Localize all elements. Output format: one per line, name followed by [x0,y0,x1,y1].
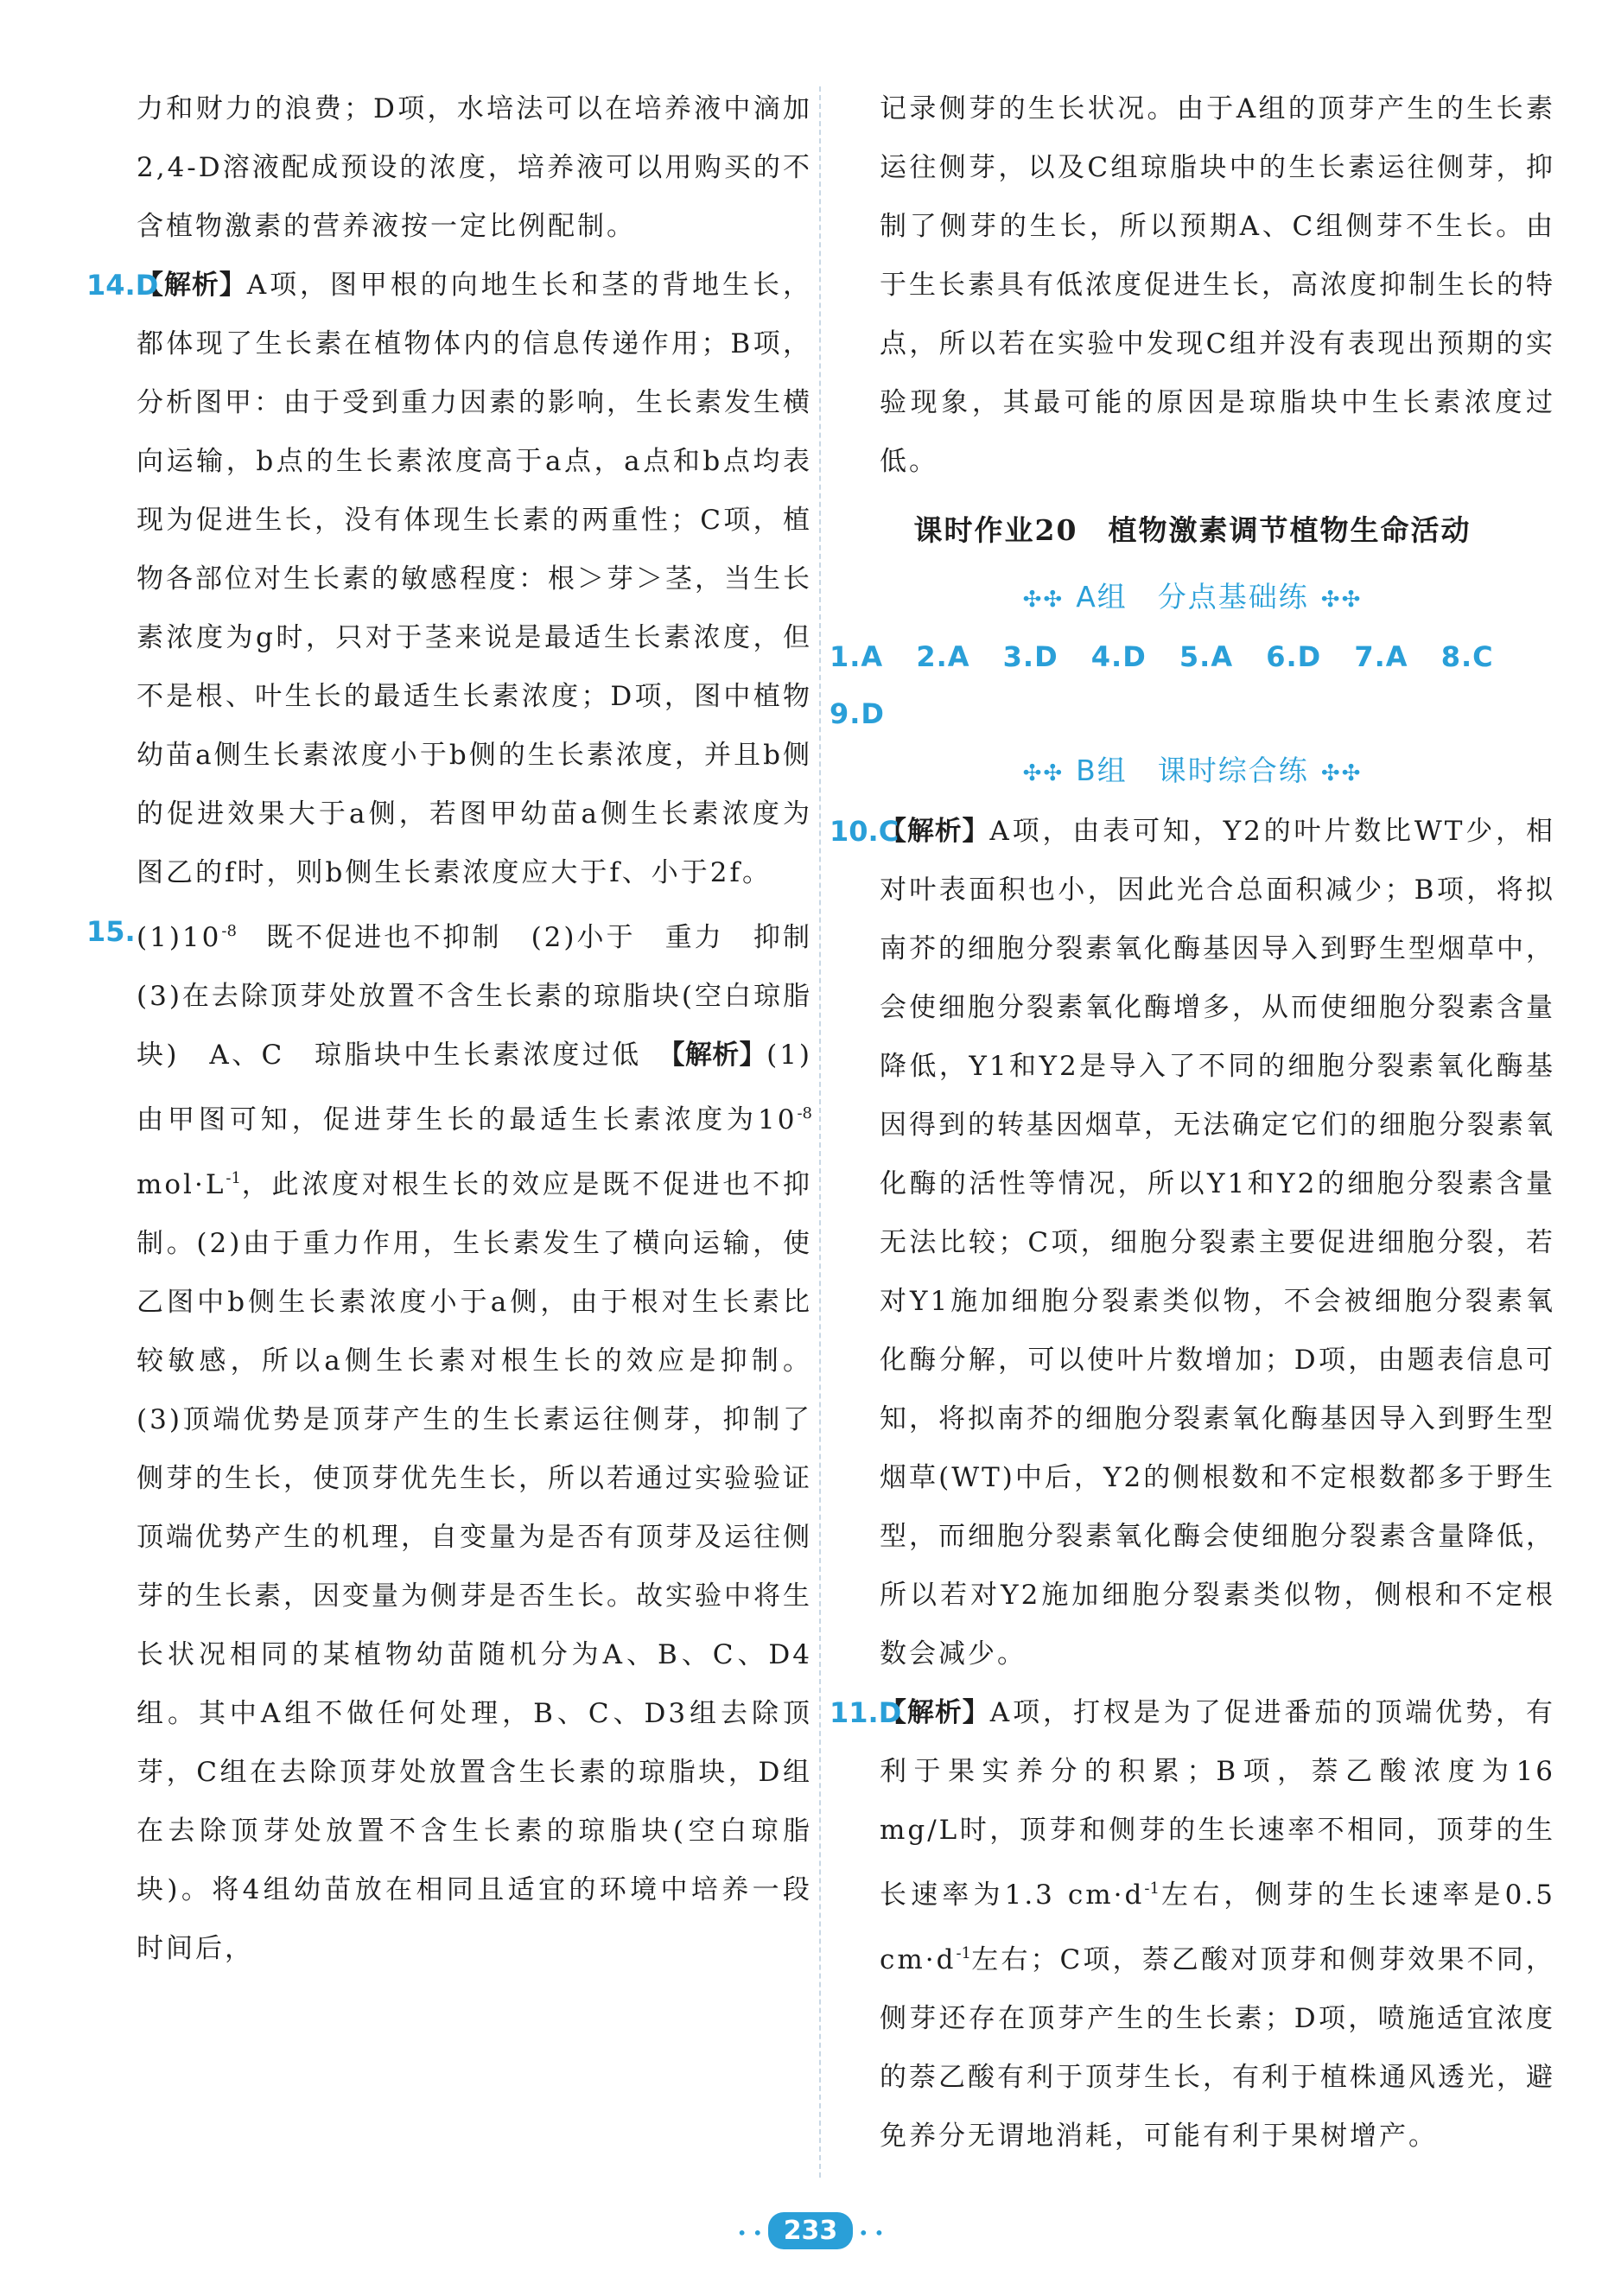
answer-text [86,256,812,902]
page-number: 233 [768,2212,854,2249]
answer-10 [830,802,1555,1683]
column-divider [819,86,821,2178]
analysis-tag: 【解析】 [880,816,990,847]
analysis-text: 左右；C项，萘乙酸对顶芽和侧芽效果不同，侧芽还存在顶芽产生的生长素；D项，喷施适宜浓度的萘乙酸有利于顶芽生长，有利于植株通风透光，避免养分无谓地消耗，可能有利于果树增产。 [880,1944,1555,2152]
group-a-answers-2: 9.D [830,697,885,730]
intro-paragraph: 力和财力的浪费；D项，水培法可以在培养液中滴加2,4-D溶液配成预设的浓度，培养液可以用购买的不含植物激素的营养液按一定比例配制。 [137,93,812,242]
analysis-text: (1)由甲图可知，促进芽生长的最适生长素浓度为10 [137,1040,813,1135]
exponent: -8 [797,1104,812,1123]
analysis-text: ，此浓度对根生长的效应是既不促进也不抑制。(2)由于重力作用，生长素发生了横向运输，使乙图中b侧生长素浓度小于a侧，由于根对生长素比较敏感，所以a侧生长素对根生长的效应是抑制。(3)顶端优势是顶芽产生的生长素运往侧芽，抑制了侧芽的生长，使顶芽优先生长，所以若通过实验验证顶端优势产生的机理，自变量为是否有顶芽及运往侧芽的生长素，因变量为侧芽是否生长。故实验中将生长状况相同的某植物幼苗随机分为A、B、C、D4组。其中A组不做任何处理，B、C、D3组去除顶芽，C组在去除顶芽处放置含生长素的琼脂块，D组在去除顶芽处放置不含生长素的琼脂块(空白琼脂块)。将4组幼苗放在相同且适宜的环境中培养一段时间后， [137,1169,812,1964]
group-a-label: A组 分点基础练 [1076,580,1309,614]
group-b-label: B组 课时综合练 [1076,754,1309,787]
analysis-tag: 【解析】 [671,1040,767,1071]
right-column [830,80,1555,2166]
group-a-answers: 1.A 2.A 3.D 4.D 5.A 6.D 7.A 8.C [830,640,1494,673]
analysis-tag: 【解析】 [880,1697,990,1728]
answer-text [830,1683,1555,2166]
answer-part: (1)10 [137,922,222,953]
answer-11 [830,1683,1555,2166]
decor-dots-icon: • • [858,2223,885,2243]
continued-paragraph: 记录侧芽的生长状况。由于A组的顶芽产生的生长素运往侧芽，以及C组琼脂块中的生长素运往侧芽，抑制了侧芽的生长，所以预期A、C组侧芽不生长。由于生长素具有低浓度促进生长，高浓度抑制生长的特点，所以若在实验中发现C组并没有表现出预期的实验现象，其最可能的原因是琼脂块中生长素浓度过低。 [880,93,1555,477]
decor-dots-icon: ✣✣ [1320,587,1363,613]
answer-text [830,802,1555,1683]
page-footer [0,2212,1621,2249]
exponent: -8 [221,922,237,940]
answer-14 [86,256,812,902]
decor-dots-icon: ✣✣ [1022,760,1065,786]
group-a-title [830,569,1555,628]
answer-part: 既不促进也不抑制 (2)小于 重力 抑制 (3)在去除顶芽处放置不含生长素的琼脂块(空白琼脂块) A、C 琼脂块中生长素浓度过低 [137,922,842,1071]
analysis-text: A项，由表可知，Y2的叶片数比WT少，相对叶表面积也小，因此光合总面积减少；B项，将拟南芥的细胞分裂素氧化酶基因导入到野生型烟草中，会使细胞分裂素氧化酶增多，从而使细胞分裂素含量降低，Y1和Y2是导入了不同的细胞分裂素氧化酶基因得到的转基因烟草，无法确定它们的细胞分裂素氧化酶的活性等情况，所以Y1和Y2的细胞分裂素含量无法比较；C项，细胞分裂素主要促进细胞分裂，若对Y1施加细胞分裂素类似物，不会被细胞分裂素氧化酶分解，可以使叶片数增加；D项，由题表信息可知，将拟南芥的细胞分裂素氧化酶基因导入到野生型烟草(WT)中后，Y2的侧根数和不定根数都多于野生型，而细胞分裂素氧化酶会使细胞分裂素含量降低，所以若对Y2施加细胞分裂素类似物，侧根和不定根数会减少。 [880,816,1555,1670]
answer-15 [86,902,842,1978]
decor-dots-icon: • • [736,2223,763,2243]
answer-number: 15. [86,915,136,948]
answer-number: 11.D [830,1696,902,1729]
decor-dots-icon: ✣✣ [1022,587,1065,613]
decor-dots-icon: ✣✣ [1320,760,1363,786]
answer-number: 14.D [86,269,159,302]
analysis-text: mol·L [137,1169,226,1200]
exponent: -1 [1144,1879,1160,1898]
analysis-text: A项，打杈是为了促进番茄的顶端优势，有利于果实养分的积累；B项，萘乙酸浓度为16 mg/L时，顶芽和侧芽的生长速率不相同，顶芽的生长速率为1.3 cm·d [880,1697,1555,1911]
section-title: 课时作业20 植物激素调节植物生命活动 [913,513,1472,547]
analysis-tag: 【解析】 [137,270,247,301]
left-column [86,80,842,1978]
exponent: -1 [226,1169,241,1187]
analysis-text: A项，图甲根的向地生长和茎的背地生长，都体现了生长素在植物体内的信息传递作用；B项，分析图甲：由于受到重力因素的影响，生长素发生横向运输，b点的生长素浓度高于a点，a点和b点均表现为促进生长，没有体现生长素的两重性；C项，植物各部位对生长素的敏感程度：根＞芽＞茎，当生长素浓度为g时，只对于茎来说是最适生长素浓度，但不是根、叶生长的最适生长素浓度；D项，图中植物幼苗a侧生长素浓度小于b侧的生长素浓度，并且b侧的促进效果大于a侧，若图甲幼苗a侧生长素浓度为图乙的f时，则b侧生长素浓度应大于f、小于2f。 [137,270,812,888]
exponent: -1 [956,1944,972,1962]
answer-number: 10.C [830,815,899,848]
analysis-text: 左右，侧芽的生长速率是0.5 cm·d [880,1879,1555,1975]
group-b-title [830,742,1555,802]
answer-text [86,902,842,1978]
